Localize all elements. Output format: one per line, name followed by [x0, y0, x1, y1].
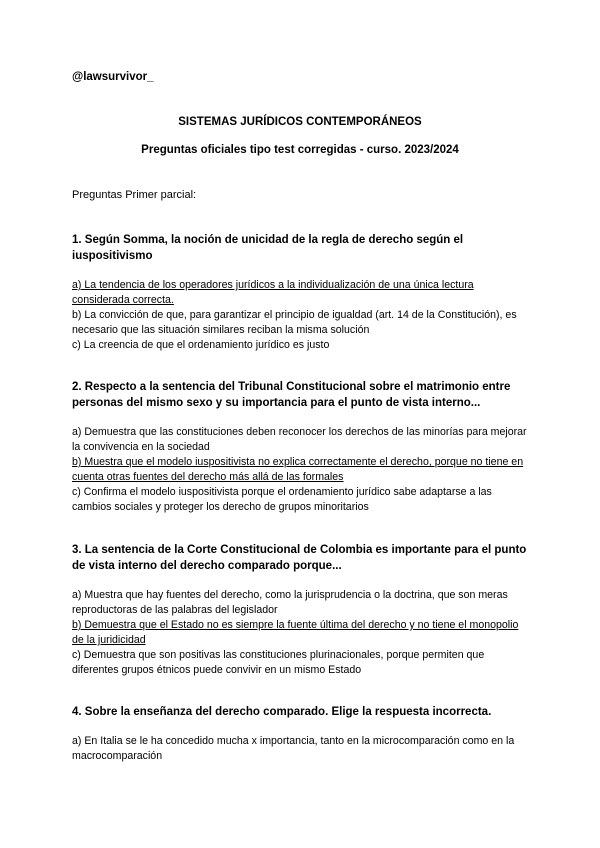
- author-handle: @lawsurvivor_: [72, 71, 154, 83]
- question-1: [72, 232, 532, 353]
- answer-option: c) Confirma el modelo iuspositivista porque el ordenamiento jurídico sabe adaptarse a las cambios sociales y proteger los derecho de grupos minoritarios: [72, 486, 492, 513]
- question-text: 3. La sentencia de la Corte Constitucional de Colombia es importante para el punto de vista interno del derecho comparado porque...: [72, 544, 527, 572]
- question-2: [72, 379, 532, 515]
- answer-option: a) Demuestra que las constituciones deben reconocer los derechos de las minorías para mejorar la convivencia en la sociedad: [72, 426, 527, 453]
- answer-option: c) La creencia de que el ordenamiento jurídico es justo: [72, 339, 330, 351]
- answer-option: c) Demuestra que son positivas las constituciones plurinacionales, porque permiten que diferentes grupos étnicos puede convivir en un mismo Estado: [72, 649, 485, 676]
- question-text: 1. Según Somma, la noción de unicidad de la regla de derecho según el iuspositivismo: [72, 234, 464, 262]
- answer-option: b) La convicción de que, para garantizar el principio de igualdad (art. 14 de la Constitución), es necesario que las situación similares reciban la misma solución: [72, 309, 517, 336]
- question-4: [72, 704, 532, 764]
- answer-option: a) Muestra que hay fuentes del derecho, como la jurisprudencia o la doctrina, que son meras reproductoras de las palabras del legislador: [72, 589, 508, 616]
- answer-option: a) En Italia se le ha concedido mucha x importancia, tanto en la microcomparación como en la macrocomparación: [72, 735, 515, 762]
- answer-option-correct: b) Muestra que el modelo iuspositivista no explica correctamente el derecho, porque no tiene en cuenta otras fuentes del derecho más allá de las formales: [72, 456, 524, 483]
- question-text: 4. Sobre la enseñanza del derecho comparado. Elige la respuesta incorrecta.: [72, 706, 492, 718]
- document-title: SISTEMAS JURÍDICOS CONTEMPORÁNEOS: [178, 116, 422, 128]
- answer-option-correct: b) Demuestra que el Estado no es siempre la fuente última del derecho y no tiene el monopolio de la juridicidad: [72, 619, 519, 646]
- section-heading: Preguntas Primer parcial:: [72, 189, 197, 201]
- document-subtitle: Preguntas oficiales tipo test corregidas - curso. 2023/2024: [141, 144, 459, 156]
- answer-option-correct: a) La tendencia de los operadores jurídicos a la individualización de una única lectura considerada correcta.: [72, 279, 474, 306]
- question-text: 2. Respecto a la sentencia del Tribunal Constitucional sobre el matrimonio entre personas del mismo sexo y su importancia para el punto de vista interno...: [72, 381, 511, 409]
- question-3: [72, 542, 532, 678]
